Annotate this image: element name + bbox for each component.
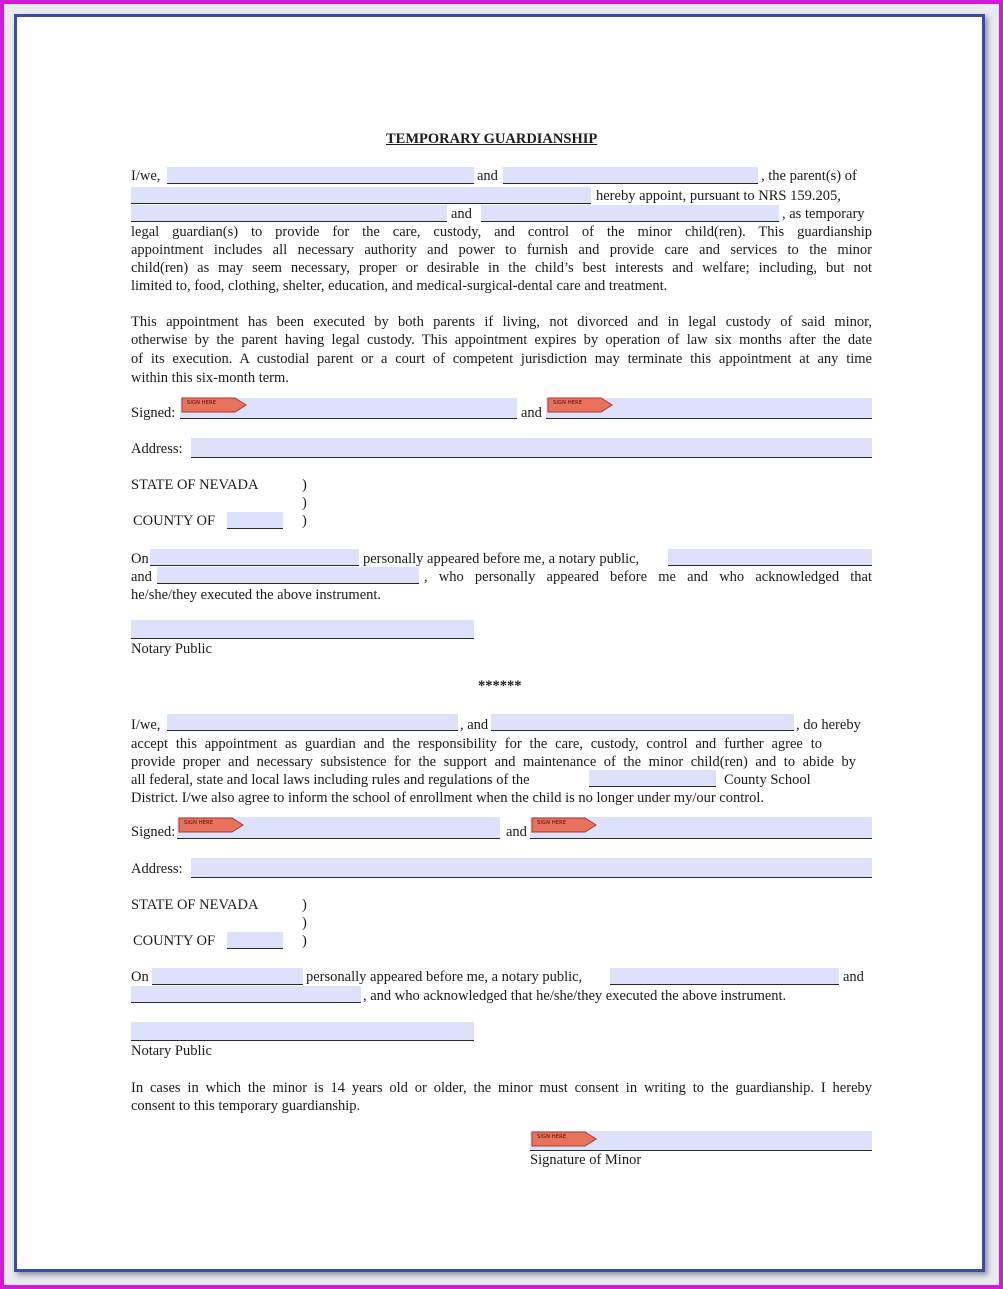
sec3-line4b: County School <box>724 772 811 788</box>
sec1-iwe: I/we, <box>131 168 161 184</box>
notary2-signature-field[interactable] <box>131 1022 474 1041</box>
signed1-label: Signed: <box>131 405 176 421</box>
notary2-and: and <box>843 969 864 985</box>
notary1-name-field[interactable] <box>668 549 872 566</box>
paren: ) <box>302 477 307 493</box>
guardian-accept1-field[interactable] <box>167 714 458 731</box>
notary2-public: Notary Public <box>131 1043 212 1059</box>
parent1-name-field[interactable] <box>167 167 474 184</box>
minor-line2: consent to this temporary guardianship. <box>131 1098 361 1114</box>
separator: ****** <box>478 678 522 694</box>
notary2-county: COUNTY OF <box>133 933 216 949</box>
address1-label: Address: <box>131 441 183 457</box>
school-district-field[interactable] <box>589 770 716 787</box>
address2-label: Address: <box>131 861 183 877</box>
guardian-accept2-field[interactable] <box>491 714 794 731</box>
sign-here-tag-4[interactable]: SIGN HERE <box>531 817 597 833</box>
paren: ) <box>302 915 307 931</box>
paren: ) <box>302 897 307 913</box>
sec1-line6: child(ren) as may seem necessary, proper or desirable in the child’s best interests and welfare; including, but not <box>131 260 872 276</box>
guardian2-name-field[interactable] <box>481 205 779 222</box>
sec3-line3: provide proper and necessary subsistence for the support and maintenance of the minor child(ren) and to abide by <box>131 754 856 770</box>
sec3-line4a: all federal, state and local laws including rules and regulations of the <box>131 772 530 788</box>
sign-here-tag-1[interactable]: SIGN HERE <box>181 397 247 413</box>
sec3-do-hereby: , do hereby <box>796 717 861 733</box>
notary2-ack: , and who acknowledged that he/she/they executed the above instrument. <box>363 988 787 1004</box>
sec2-line1: This appointment has been executed by both parents if living, not divorced and in legal custody of said minor, <box>131 314 872 330</box>
sec3-line2: accept this appointment as guardian and the responsibility for the care, custody, control and further agree to <box>131 736 822 752</box>
sec2-line4: within this six-month term. <box>131 370 289 386</box>
notary1-on: On <box>131 551 149 567</box>
document-title: TEMPORARY GUARDIANSHIP <box>386 131 598 147</box>
paren: ) <box>302 513 307 529</box>
notary2-date-field[interactable] <box>152 968 303 985</box>
minor-signature-label: Signature of Minor <box>530 1152 642 1168</box>
minor-child-name-field[interactable] <box>131 187 591 204</box>
notary1-state: STATE OF NEVADA <box>131 477 259 493</box>
notary1-personally: personally appeared before me, a notary public, <box>363 551 640 567</box>
sec1-and: and <box>477 168 498 184</box>
sec3-iwe: I/we, <box>131 717 161 733</box>
paren: ) <box>302 495 307 511</box>
notary1-and: and <box>131 569 152 585</box>
address2-field[interactable] <box>191 858 872 878</box>
notary2-person-field[interactable] <box>131 986 361 1003</box>
county1-field[interactable] <box>227 512 283 529</box>
sec1-parents-of: , the parent(s) of <box>761 168 857 184</box>
sec2-line2: otherwise by the parent having legal custody. This appointment expires by operation of law six months after the date <box>131 332 872 348</box>
signed1-and: and <box>521 405 542 421</box>
sec3-line5: District. I/we also agree to inform the school of enrollment when the child is no longer under my/our control. <box>131 790 765 806</box>
sec1-and2: and <box>451 206 472 222</box>
sec1-as-temporary: , as temporary <box>782 206 865 222</box>
sec3-and: , and <box>460 717 489 733</box>
sec1-line5: appointment includes all necessary authority and power to furnish and provide care and services to the minor <box>131 242 872 258</box>
sign-here-tag-3[interactable]: SIGN HERE <box>178 817 244 833</box>
notary1-person-field[interactable] <box>157 567 419 584</box>
sign-here-tag-5[interactable]: SIGN HERE <box>531 1131 597 1147</box>
sec1-line7: limited to, food, clothing, shelter, education, and medical-surgical-dental care and treatment. <box>131 278 668 294</box>
sec2-line3: of its execution. A custodial parent or a court of competent jurisdiction may terminate this appointment at any time <box>131 351 872 367</box>
county2-field[interactable] <box>227 932 283 949</box>
sign-here-tag-2[interactable]: SIGN HERE <box>547 397 613 413</box>
notary2-state: STATE OF NEVADA <box>131 897 259 913</box>
guardian1-name-field[interactable] <box>131 205 447 222</box>
notary1-county: COUNTY OF <box>133 513 216 529</box>
sec1-hereby-appoint: hereby appoint, pursuant to NRS 159.205, <box>596 188 841 204</box>
notary1-signature-field[interactable] <box>131 620 474 639</box>
signed2-label: Signed: <box>131 824 176 840</box>
notary1-date-field[interactable] <box>150 549 359 566</box>
sec1-line4: legal guardian(s) to provide for the care, custody, and control of the minor child(ren). This guardianship <box>131 224 872 240</box>
notary1-executed: he/she/they executed the above instrument. <box>131 587 382 603</box>
parent2-name-field[interactable] <box>503 167 758 184</box>
notary1-public: Notary Public <box>131 641 212 657</box>
signed2-and: and <box>506 824 527 840</box>
notary1-who: , who personally appeared before me and who acknowledged that <box>424 569 872 585</box>
minor-line1: In cases in which the minor is 14 years old or older, the minor must consent in writing to the guardianship. I hereby <box>131 1080 872 1096</box>
notary2-name-field[interactable] <box>610 968 839 985</box>
paren: ) <box>302 933 307 949</box>
address1-field[interactable] <box>191 438 872 458</box>
notary2-on: On <box>131 969 149 985</box>
notary2-personally: personally appeared before me, a notary public, <box>306 969 583 985</box>
